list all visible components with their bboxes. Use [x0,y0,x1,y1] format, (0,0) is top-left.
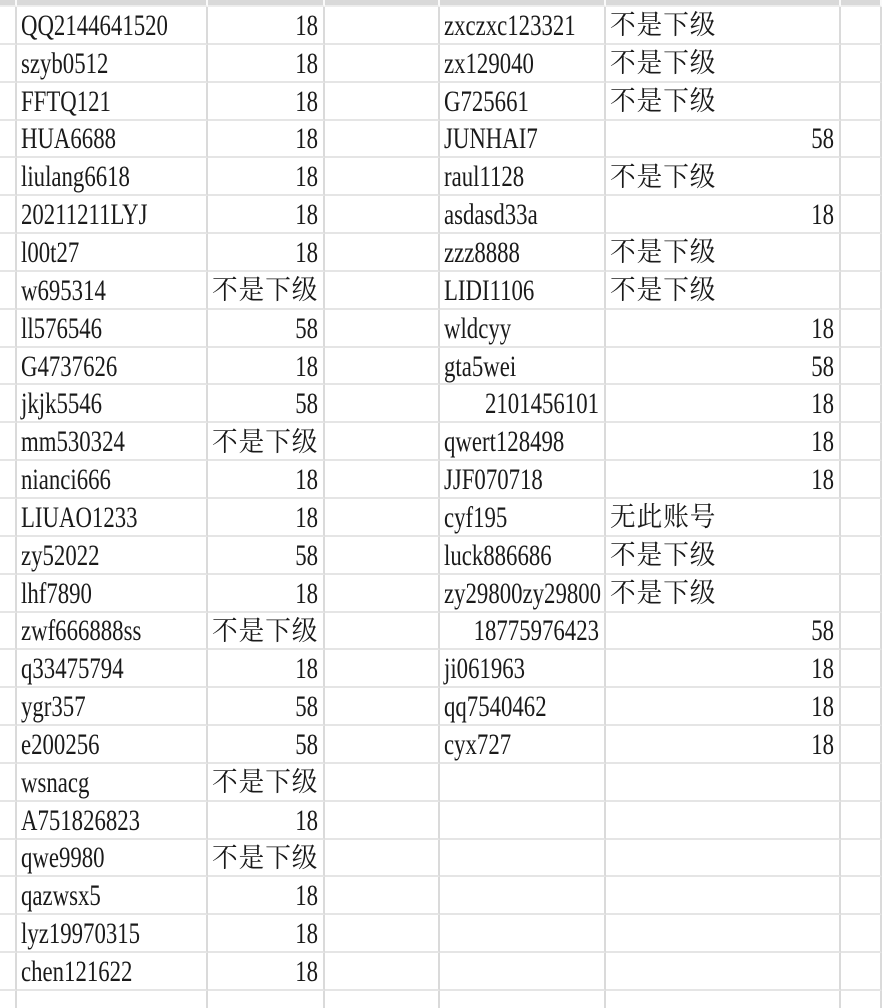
spacer-cell-middle[interactable] [325,499,440,537]
cell-text: gta5wei [444,349,517,383]
account-cell[interactable] [440,385,606,423]
cell-text: 18 [295,500,318,534]
spacer-cell-right-edge[interactable] [841,158,882,196]
cut-off-cell[interactable] [325,0,440,7]
cell-text: 18 [811,652,834,686]
result-cell[interactable] [208,726,325,764]
spacer-cell-middle[interactable] [325,461,440,499]
cell-text: 18 [295,235,318,269]
account-cell[interactable] [440,953,606,991]
cell-text: 18 [295,84,318,118]
cell-text: liulang6618 [21,160,130,194]
spacer-cell-left-edge[interactable] [0,537,17,575]
account-cell[interactable] [17,877,208,915]
result-cell[interactable] [606,45,841,83]
result-cell[interactable] [606,688,841,726]
spacer-cell-left-edge[interactable] [0,613,17,651]
cell-text: asdasd33a [444,198,538,232]
result-cell[interactable] [606,310,841,348]
spacer-cell-middle[interactable] [325,840,440,878]
cell-text: e200256 [21,727,100,761]
status-text: 不是下级 [212,767,319,798]
account-cell[interactable] [440,423,606,461]
account-cell[interactable] [440,45,606,83]
result-cell[interactable] [208,461,325,499]
result-cell[interactable] [208,272,325,310]
spacer-cell-right-edge[interactable] [841,953,882,991]
cell-text: 2101456101 [485,387,599,421]
spacer-cell-middle[interactable] [325,234,440,272]
result-cell[interactable] [606,537,841,575]
cell-text: lyz19970315 [21,917,141,951]
cut-off-cell[interactable] [440,0,606,7]
cell-text: luck886686 [444,538,552,572]
cell-text: 18 [295,349,318,383]
account-cell[interactable] [17,196,208,234]
status-text: 不是下级 [610,237,717,268]
result-cell[interactable] [208,7,325,45]
result-cell[interactable] [208,802,325,840]
cell-text: 18 [295,46,318,80]
spacer-cell-left-edge[interactable] [0,953,17,991]
status-text: 不是下级 [610,275,717,306]
result-cell[interactable] [208,613,325,651]
account-cell[interactable] [17,7,208,45]
cut-off-cell[interactable] [606,0,841,7]
cell-text: 58 [295,387,318,421]
result-cell[interactable] [606,877,841,915]
cell-text: zwf666888ss [21,614,142,648]
cut-off-row-top [0,0,882,7]
spacer-cell-left-edge[interactable] [0,348,17,386]
cell-text: qwe9980 [21,841,105,875]
cell-text: 18 [295,652,318,686]
cell-text: G725661 [444,84,529,118]
cell-text: 18 [811,425,834,459]
spacer-cell-left-edge[interactable] [0,575,17,613]
result-cell[interactable] [208,575,325,613]
cell-text: 18 [811,387,834,421]
result-cell[interactable] [208,650,325,688]
account-cell[interactable] [17,915,208,953]
cell-text: szyb0512 [21,46,109,80]
cell-text: zx129040 [444,46,534,80]
account-cell[interactable] [440,537,606,575]
spacer-cell-right-edge[interactable] [841,423,882,461]
account-cell[interactable] [17,840,208,878]
spacer-cell-middle[interactable] [325,726,440,764]
spacer-cell-left-edge[interactable] [0,688,17,726]
cell-text: JUNHAI7 [444,122,538,156]
status-text: 不是下级 [610,10,717,41]
spacer-cell-left-edge[interactable] [0,991,17,1008]
result-cell[interactable] [606,764,841,802]
spacer-cell-left-edge[interactable] [0,7,17,45]
spacer-cell-left-edge[interactable] [0,310,17,348]
account-cell[interactable] [17,575,208,613]
account-cell[interactable] [440,499,606,537]
result-cell[interactable] [208,840,325,878]
cell-text: raul1128 [444,160,525,194]
spacer-cell-right-edge[interactable] [841,726,882,764]
result-cell[interactable] [606,726,841,764]
spacer-cell-right-edge[interactable] [841,915,882,953]
cell-text: w695314 [21,273,106,307]
spacer-cell-left-edge[interactable] [0,423,17,461]
spacer-cell-middle[interactable] [325,348,440,386]
spacer-cell-right-edge[interactable] [841,121,882,159]
spacer-cell-right-edge[interactable] [841,272,882,310]
result-cell[interactable] [208,121,325,159]
account-cell[interactable] [17,688,208,726]
cell-text: nianci666 [21,463,111,497]
result-cell[interactable] [606,272,841,310]
spacer-cell-middle[interactable] [325,991,440,1008]
status-text: 不是下级 [610,48,717,79]
account-cell[interactable] [440,613,606,651]
spacer-cell-right-edge[interactable] [841,234,882,272]
spacer-cell-middle[interactable] [325,158,440,196]
status-text: 不是下级 [212,275,319,306]
account-cell[interactable] [17,423,208,461]
result-cell[interactable] [606,991,841,1008]
cell-text: wldcyy [444,311,512,345]
cell-text: chen121622 [21,955,133,989]
cell-text: ygr357 [21,690,86,724]
spacer-cell-middle[interactable] [325,423,440,461]
spacer-cell-right-edge[interactable] [841,764,882,802]
account-cell[interactable] [17,764,208,802]
account-cell[interactable] [440,234,606,272]
spacer-cell-left-edge[interactable] [0,650,17,688]
cell-text: 58 [295,311,318,345]
spacer-cell-middle[interactable] [325,83,440,121]
cell-text: zzz8888 [444,235,520,269]
spacer-cell-right-edge[interactable] [841,688,882,726]
account-cell[interactable] [17,310,208,348]
result-cell[interactable] [208,688,325,726]
spacer-cell-right-edge[interactable] [841,575,882,613]
cell-text: HUA6688 [21,122,116,156]
spacer-cell-right-edge[interactable] [841,840,882,878]
account-cell[interactable] [17,726,208,764]
result-cell[interactable] [606,915,841,953]
account-cell[interactable] [440,877,606,915]
account-cell[interactable] [440,196,606,234]
spacer-cell-middle[interactable] [325,764,440,802]
account-cell[interactable] [440,650,606,688]
spacer-cell-left-edge[interactable] [0,158,17,196]
spacer-cell-middle[interactable] [325,953,440,991]
status-text: 不是下级 [610,540,717,571]
spacer-cell-right-edge[interactable] [841,650,882,688]
account-cell[interactable] [440,726,606,764]
result-cell[interactable] [208,877,325,915]
spacer-cell-middle[interactable] [325,45,440,83]
cell-text: 18 [295,803,318,837]
cell-text: FFTQ121 [21,84,111,118]
result-cell[interactable] [606,423,841,461]
cell-text: 18 [811,463,834,497]
status-text: 不是下级 [212,426,319,457]
result-cell[interactable] [606,385,841,423]
cell-text: G4737626 [21,349,118,383]
account-cell[interactable] [17,499,208,537]
spacer-cell-middle[interactable] [325,537,440,575]
account-cell[interactable] [440,688,606,726]
cell-text: 18 [811,311,834,345]
cell-text: 18 [811,690,834,724]
cell-text: 18 [295,463,318,497]
cut-off-cell[interactable] [0,0,17,7]
cell-text: zxczxc123321 [444,8,576,42]
cut-off-cell[interactable] [208,0,325,7]
spacer-cell-right-edge[interactable] [841,613,882,651]
result-cell[interactable] [208,158,325,196]
cell-text: 18 [295,917,318,951]
cell-text: 58 [811,614,834,648]
spacer-cell-left-edge[interactable] [0,45,17,83]
account-cell[interactable] [440,272,606,310]
cell-text: A751826823 [21,803,141,837]
spacer-cell-right-edge[interactable] [841,348,882,386]
spacer-cell-left-edge[interactable] [0,121,17,159]
spacer-cell-middle[interactable] [325,688,440,726]
account-cell[interactable] [17,158,208,196]
account-cell[interactable] [17,650,208,688]
cell-text: 18 [295,160,318,194]
result-cell[interactable] [208,991,325,1008]
spacer-cell-left-edge[interactable] [0,915,17,953]
result-cell[interactable] [606,83,841,121]
result-cell[interactable] [606,121,841,159]
result-cell[interactable] [208,764,325,802]
spacer-cell-right-edge[interactable] [841,499,882,537]
cell-text: cyx727 [444,727,512,761]
spacer-cell-left-edge[interactable] [0,461,17,499]
spacer-cell-left-edge[interactable] [0,877,17,915]
account-cell[interactable] [440,83,606,121]
account-cell[interactable] [440,575,606,613]
account-cell[interactable] [17,991,208,1008]
spacer-cell-middle[interactable] [325,310,440,348]
result-cell[interactable] [606,802,841,840]
spacer-cell-middle[interactable] [325,385,440,423]
result-cell[interactable] [208,310,325,348]
spacer-cell-right-edge[interactable] [841,461,882,499]
spacer-cell-left-edge[interactable] [0,499,17,537]
spacer-cell-middle[interactable] [325,272,440,310]
account-cell[interactable] [17,121,208,159]
cell-text: qazwsx5 [21,879,101,913]
spacer-cell-right-edge[interactable] [841,385,882,423]
result-cell[interactable] [208,499,325,537]
spacer-cell-right-edge[interactable] [841,45,882,83]
spacer-cell-middle[interactable] [325,915,440,953]
spacer-cell-left-edge[interactable] [0,802,17,840]
cell-text: 18 [811,198,834,232]
cell-text: zy52022 [21,538,100,572]
result-cell[interactable] [606,499,841,537]
spacer-cell-right-edge[interactable] [841,537,882,575]
cell-text: qwert128498 [444,425,565,459]
cell-text: zy29800zy29800 [444,576,602,610]
cell-text: 18 [295,8,318,42]
result-cell[interactable] [208,348,325,386]
spacer-cell-middle[interactable] [325,121,440,159]
spacer-cell-right-edge[interactable] [841,83,882,121]
result-cell[interactable] [606,234,841,272]
spacer-cell-middle[interactable] [325,196,440,234]
result-cell[interactable] [606,158,841,196]
cell-text: 58 [811,349,834,383]
spacer-cell-middle[interactable] [325,613,440,651]
account-cell[interactable] [440,840,606,878]
cell-text: ji061963 [444,652,526,686]
account-cell[interactable] [17,461,208,499]
account-cell[interactable] [17,45,208,83]
account-cell[interactable] [440,461,606,499]
cell-text: 18 [295,879,318,913]
spacer-cell-middle[interactable] [325,575,440,613]
result-cell[interactable] [208,83,325,121]
result-cell[interactable] [208,196,325,234]
spacer-cell-right-edge[interactable] [841,196,882,234]
account-cell[interactable] [440,310,606,348]
account-cell[interactable] [440,915,606,953]
spacer-cell-middle[interactable] [325,877,440,915]
account-cell[interactable] [17,613,208,651]
spacer-cell-right-edge[interactable] [841,877,882,915]
account-cell[interactable] [440,764,606,802]
status-text: 不是下级 [610,86,717,117]
spacer-cell-left-edge[interactable] [0,83,17,121]
account-cell[interactable] [17,348,208,386]
account-cell[interactable] [17,802,208,840]
cell-text: JJF070718 [444,463,543,497]
cell-text: 58 [295,538,318,572]
spacer-cell-right-edge[interactable] [841,7,882,45]
result-cell[interactable] [606,7,841,45]
spacer-cell-left-edge[interactable] [0,764,17,802]
cell-text: 18 [295,955,318,989]
account-cell[interactable] [440,991,606,1008]
cell-text: 18 [295,576,318,610]
result-cell[interactable] [606,650,841,688]
result-cell[interactable] [606,575,841,613]
account-cell[interactable] [440,348,606,386]
status-text: 不是下级 [610,161,717,192]
result-cell[interactable] [208,537,325,575]
spacer-cell-right-edge[interactable] [841,310,882,348]
result-cell[interactable] [606,953,841,991]
result-cell[interactable] [208,915,325,953]
account-cell[interactable] [17,537,208,575]
status-text: 不是下级 [212,615,319,646]
account-cell[interactable] [17,385,208,423]
result-cell[interactable] [208,423,325,461]
spacer-cell-middle[interactable] [325,7,440,45]
cell-text: 18 [811,727,834,761]
spacer-cell-left-edge[interactable] [0,385,17,423]
cell-text: QQ2144641520 [21,8,168,42]
account-cell[interactable] [17,953,208,991]
spacer-cell-right-edge[interactable] [841,991,882,1008]
cell-text: 18 [295,198,318,232]
spacer-cell-left-edge[interactable] [0,272,17,310]
cell-text: LIUAO1233 [21,500,138,534]
cell-text: 58 [811,122,834,156]
account-cell[interactable] [17,234,208,272]
table-body [0,7,882,1008]
cell-text: ll576546 [21,311,103,345]
account-cell[interactable] [440,802,606,840]
cell-text: cyf195 [444,500,508,534]
cell-text: mm530324 [21,425,125,459]
account-cell[interactable] [440,121,606,159]
result-cell[interactable] [208,953,325,991]
result-cell[interactable] [606,348,841,386]
cut-off-cell[interactable] [17,0,208,7]
cell-text: wsnacg [21,765,90,799]
spacer-cell-middle[interactable] [325,650,440,688]
spacer-cell-left-edge[interactable] [0,726,17,764]
result-cell[interactable] [606,461,841,499]
result-cell[interactable] [208,45,325,83]
cell-text: LIDI1106 [444,273,535,307]
account-cell[interactable] [440,158,606,196]
cell-text: q33475794 [21,652,124,686]
status-text: 不是下级 [610,578,717,609]
cell-text: qq7540462 [444,690,547,724]
account-cell[interactable] [17,272,208,310]
cut-off-cell[interactable] [841,0,882,7]
status-text: 不是下级 [212,842,319,873]
account-cell[interactable] [440,7,606,45]
cell-text: l00t27 [21,235,80,269]
result-cell[interactable] [606,613,841,651]
cell-text: 18 [295,122,318,156]
cell-text: 58 [295,690,318,724]
result-cell[interactable] [208,234,325,272]
cell-text: jkjk5546 [21,387,103,421]
cell-text: lhf7890 [21,576,92,610]
result-cell[interactable] [606,196,841,234]
spacer-cell-left-edge[interactable] [0,196,17,234]
cell-text: 18775976423 [473,614,599,648]
spacer-cell-left-edge[interactable] [0,840,17,878]
spacer-cell-left-edge[interactable] [0,234,17,272]
account-cell[interactable] [17,83,208,121]
result-cell[interactable] [606,840,841,878]
cell-text: 20211211LYJ [21,198,148,232]
result-cell[interactable] [208,385,325,423]
spacer-cell-right-edge[interactable] [841,802,882,840]
cell-text: 58 [295,727,318,761]
status-text: 无此账号 [610,502,717,533]
spacer-cell-middle[interactable] [325,802,440,840]
